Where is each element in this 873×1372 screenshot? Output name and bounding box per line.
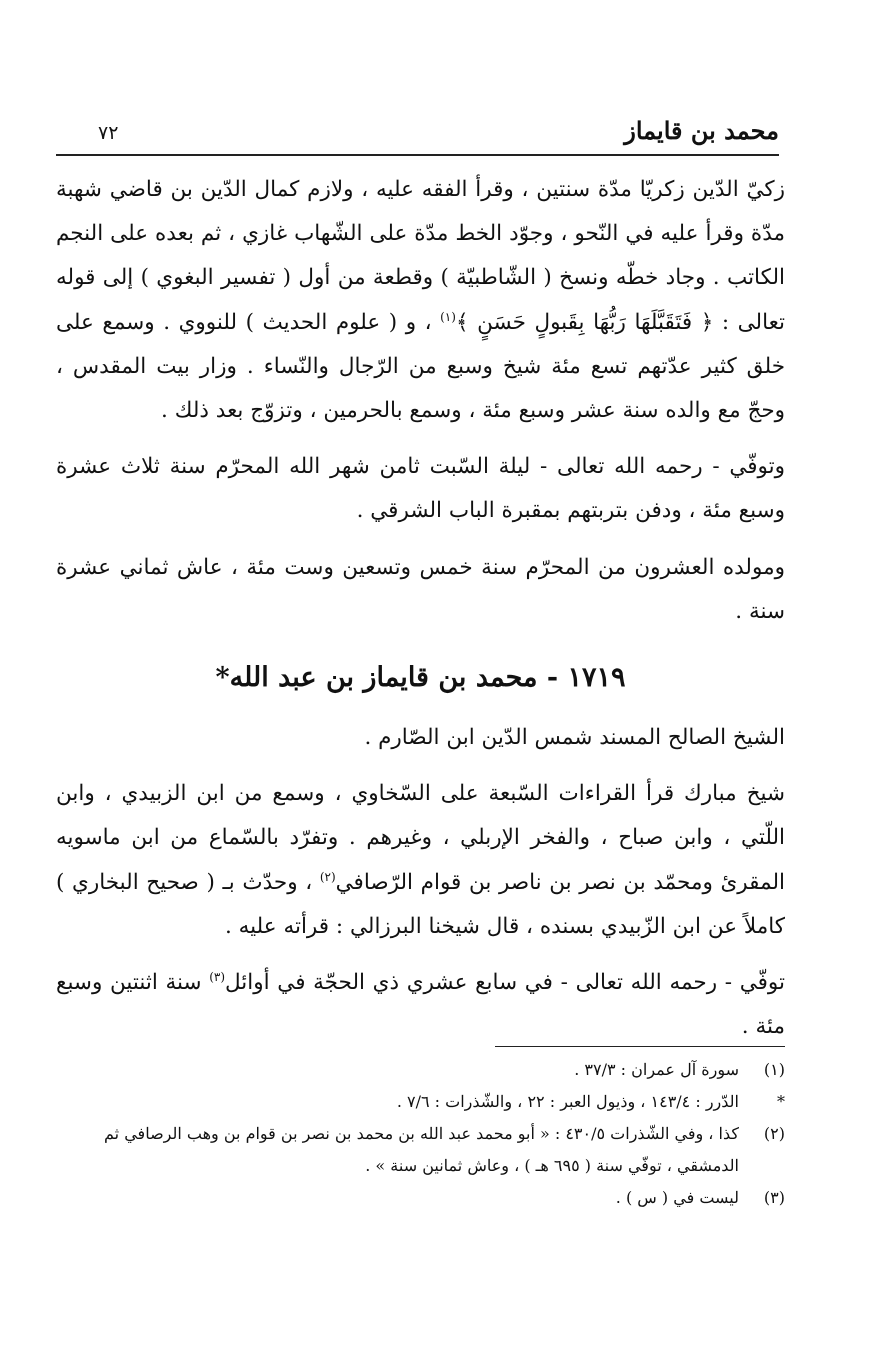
paragraph-4: الشيخ الصالح المسند شمس الدّين ابن الصّارم . (364, 725, 785, 751)
paragraph-1-text: زكيّ الدّين زكريّا مدّة سنتين ، وقرأ الفقه عليه ، ولازم كمال الدّين بن قاضي شهبة مدّة وقرأ عليه في النّحو ، وجوّد الخط مدّة على الشّهاب غازي ، ثم بعده على النجم الكاتب . وجاد خطّه ونسخ ( الشّاطبيّة ) وقطعة من أول ( تفسير البغوي ) إلى قوله تعالى : ﴿ فَتَقَبَّلَهَا رَبُّهَا بِقَبولٍ حَسَنٍ ﴾ (56, 177, 785, 335)
main-text (56, 168, 785, 1061)
paragraph-3: ومولده العشرون من المحرّم سنة خمس وتسعين وست مئة ، عاش ثماني عشرة سنة . (56, 554, 785, 624)
paragraph-1-continuation: ، و ( علوم الحديث ) للنووي . وسمع على خلق كثير عدّتهم تسع مئة شيخ وسبع من الرّجال والنّساء . وزار بيت المقدس ، وحجّ مع والده سنة عشر وسبع مئة ، وسمع بالحرمين ، وتزوّج بعد ذلك . (56, 309, 785, 424)
footnote-1 (56, 1054, 791, 1086)
page-number: ٧٢ (98, 122, 119, 144)
paragraph-5 (56, 772, 785, 949)
footnote-separator (495, 1046, 785, 1047)
footnote-marker: (٢) (763, 1124, 785, 1143)
paragraph-6 (56, 961, 785, 1049)
footnotes (56, 1054, 791, 1214)
paragraph-6-continuation: سنة اثنتين وسبع مئة . (56, 970, 785, 1040)
footnote-ref-2: (٢) (319, 869, 336, 884)
running-header (56, 114, 779, 156)
footnote-2 (56, 1118, 791, 1182)
footnote-3 (56, 1182, 791, 1214)
paragraph-2: وتوفّي - رحمه الله تعالى - ليلة السّبت ثامن شهر الله المحرّم سنة ثلاث عشرة وسبع مئة ، ودفن بتربتهم بمقبرة الباب الشرقي . (56, 454, 785, 524)
footnote-text: سورة آل عمران : ٣٧/٣ . (574, 1060, 739, 1079)
footnote-text: كذا ، وفي الشّذرات ٤٣٠/٥ : « أبو محمد عبد الله بن محمد بن نصر بن قوام بن وهب الرصافي ثم الدمشقي ، توفّي سنة ( ٦٩٥ هـ ) ، وعاش ثمانين سنة » . (104, 1124, 739, 1175)
paragraph-1 (56, 168, 785, 433)
footnote-marker: * (777, 1092, 785, 1111)
paragraph-6-text: توفّي - رحمه الله تعالى - في سابع عشري ذي الحجّة في أوائل (225, 970, 785, 996)
paragraph-5-continuation: ، وحدّث بـ ( صحيح البخاري ) كاملاً عن ابن الزّبيدي بسنده ، قال شيخنا البرزالي : قرأته عليه . (56, 869, 785, 939)
footnote-marker: (٣) (763, 1188, 785, 1207)
footnote-sources (56, 1086, 791, 1118)
footnote-marker: (١) (763, 1060, 785, 1079)
running-title: محمد بن قايماز (624, 116, 779, 145)
footnote-text: ليست في ( س ) . (615, 1188, 739, 1207)
footnote-ref-1: (١) (440, 309, 456, 324)
entry-heading: ١٧١٩ - محمد بن قايماز بن عبد الله* (215, 662, 626, 694)
footnote-ref-3: (٣) (209, 969, 226, 984)
paragraph-5-text: شيخ مبارك قرأ القراءات السّبعة على السّخاوي ، وسمع من ابن الزبيدي ، وابن اللّتي ، وابن صباح ، والفخر الإربلي ، وغيرهم . وتفرّد بالسّماع من ابن ماسويه المقرئ ومحمّد بن نصر بن ناصر بن قوام الرّصافي (56, 781, 785, 895)
footnote-text: الدّرر : ١٤٣/٤ ، وذيول العبر : ٢٢ ، والشّذرات : ٧/٦ . (396, 1092, 739, 1111)
